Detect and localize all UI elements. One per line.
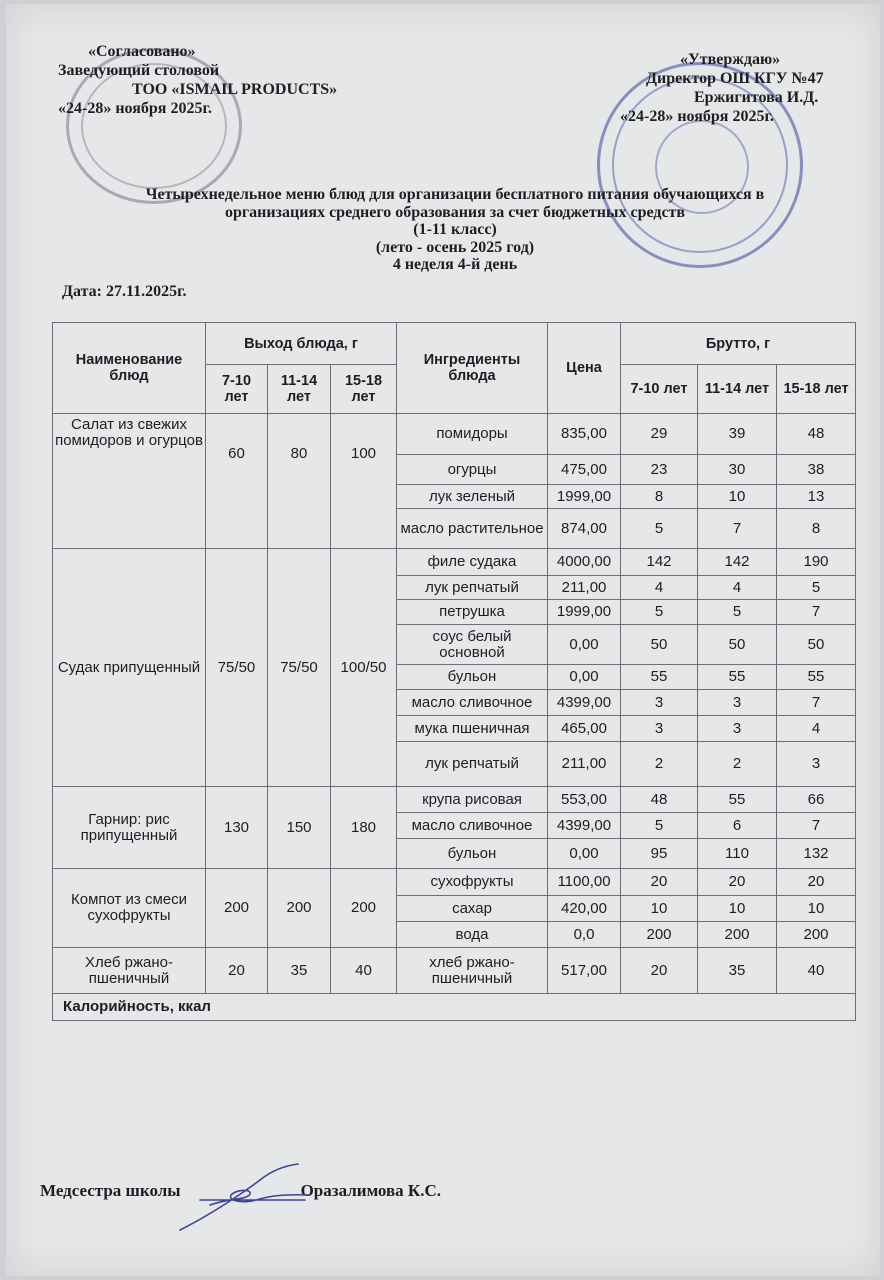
ingredient: масло сливочное	[397, 813, 548, 839]
ingredient: вода	[397, 922, 548, 948]
header-gross-age-1: 7-10 лет	[621, 365, 698, 414]
table-row	[53, 869, 856, 896]
calories-label: Калорийность, ккал	[53, 994, 856, 1021]
gross-1: 8	[621, 485, 698, 509]
header-yield-age-1: 7-10 лет	[206, 365, 268, 414]
menu-date: Дата: 27.11.2025г.	[62, 283, 187, 300]
title-line4: (лето - осень 2025 год)	[375, 238, 535, 256]
handwritten-signature	[170, 1160, 320, 1235]
dish-yield-2: 80	[268, 414, 331, 549]
gross-2: 142	[698, 549, 777, 576]
dish-name: Гарнир: рис припущенный	[53, 787, 206, 869]
menu-table	[52, 322, 856, 1021]
gross-2: 4	[698, 576, 777, 600]
gross-1: 50	[621, 625, 698, 665]
gross-1: 4	[621, 576, 698, 600]
price: 211,00	[548, 576, 621, 600]
signer-role: Медсестра школы	[40, 1181, 181, 1200]
signer-name: Оразалимова К.С.	[300, 1181, 442, 1200]
gross-1: 10	[621, 896, 698, 922]
ingredient: лук зеленый	[397, 485, 548, 509]
price: 4399,00	[548, 813, 621, 839]
approval-left-line3: ТОО «ISMAIL PRODUCTS»	[132, 81, 338, 98]
gross-1: 95	[621, 839, 698, 869]
gross-2: 50	[698, 625, 777, 665]
gross-3: 190	[777, 549, 856, 576]
gross-3: 40	[777, 948, 856, 994]
ingredient: соус белый основной	[397, 625, 548, 665]
gross-2: 200	[698, 922, 777, 948]
ingredient: мука пшеничная	[397, 716, 548, 742]
gross-2: 30	[698, 455, 777, 485]
header-price: Цена	[548, 323, 621, 414]
ingredient: помидоры	[397, 414, 548, 455]
table-row	[53, 948, 856, 994]
gross-1: 20	[621, 948, 698, 994]
gross-3: 7	[777, 600, 856, 625]
price: 1999,00	[548, 600, 621, 625]
table-row	[53, 549, 856, 576]
gross-3: 10	[777, 896, 856, 922]
price: 1999,00	[548, 485, 621, 509]
ingredient: огурцы	[397, 455, 548, 485]
price: 465,00	[548, 716, 621, 742]
gross-1: 5	[621, 813, 698, 839]
gross-2: 110	[698, 839, 777, 869]
dish-yield-3: 100/50	[331, 549, 397, 787]
ingredient: масло сливочное	[397, 690, 548, 716]
dish-yield-1: 130	[206, 787, 268, 869]
dish-name: Компот из смеси сухофрукты	[53, 869, 206, 948]
gross-1: 55	[621, 665, 698, 690]
gross-1: 5	[621, 600, 698, 625]
gross-3: 50	[777, 625, 856, 665]
price: 0,00	[548, 839, 621, 869]
price: 517,00	[548, 948, 621, 994]
gross-3: 8	[777, 509, 856, 549]
table-row	[53, 787, 856, 813]
gross-2: 55	[698, 665, 777, 690]
ingredient: лук репчатый	[397, 576, 548, 600]
approval-right-line3: Ержигитова И.Д.	[694, 89, 819, 106]
gross-3: 3	[777, 742, 856, 787]
gross-1: 20	[621, 869, 698, 896]
gross-2: 10	[698, 485, 777, 509]
dish-yield-2: 150	[268, 787, 331, 869]
approval-right-line2: Директор ОШ КГУ №47	[646, 70, 824, 87]
price: 0,0	[548, 922, 621, 948]
gross-2: 35	[698, 948, 777, 994]
gross-1: 48	[621, 787, 698, 813]
header-yield: Выход блюда, г	[206, 323, 397, 365]
gross-2: 3	[698, 716, 777, 742]
header-gross-age-3: 15-18 лет	[777, 365, 856, 414]
gross-1: 23	[621, 455, 698, 485]
gross-3: 200	[777, 922, 856, 948]
gross-2: 7	[698, 509, 777, 549]
header-yield-age-3: 15-18 лет	[331, 365, 397, 414]
gross-1: 142	[621, 549, 698, 576]
dish-name: Салат из свежих помидоров и огурцов	[53, 414, 206, 549]
gross-1: 3	[621, 690, 698, 716]
gross-3: 38	[777, 455, 856, 485]
gross-3: 4	[777, 716, 856, 742]
title-line5: 4 неделя 4-й день	[392, 256, 518, 273]
title-line1: Четырехнедельное меню блюд для организации бесплатного питания обучающихся в	[145, 186, 765, 203]
gross-1: 29	[621, 414, 698, 455]
ingredient: лук репчатый	[397, 742, 548, 787]
approval-right-line1: «Утверждаю»	[680, 51, 781, 68]
price: 553,00	[548, 787, 621, 813]
header-gross-age-2: 11-14 лет	[698, 365, 777, 414]
ingredient: хлеб ржано-пшеничный	[397, 948, 548, 994]
gross-2: 55	[698, 787, 777, 813]
header-dish-name: Наименование блюд	[53, 323, 206, 414]
gross-3: 48	[777, 414, 856, 455]
gross-3: 7	[777, 813, 856, 839]
ingredient: бульон	[397, 665, 548, 690]
approval-block-left	[58, 42, 337, 118]
dish-yield-3: 40	[331, 948, 397, 994]
approval-right-line4: «24-28» ноября 2025г.	[620, 108, 774, 125]
approval-block-right	[610, 50, 824, 126]
price: 0,00	[548, 625, 621, 665]
gross-1: 5	[621, 509, 698, 549]
ingredient: филе судака	[397, 549, 548, 576]
gross-3: 132	[777, 839, 856, 869]
dish-yield-1: 75/50	[206, 549, 268, 787]
approval-left-line2: Заведующий столовой	[58, 62, 220, 79]
price: 835,00	[548, 414, 621, 455]
gross-2: 10	[698, 896, 777, 922]
gross-2: 5	[698, 600, 777, 625]
ingredient: сахар	[397, 896, 548, 922]
gross-3: 20	[777, 869, 856, 896]
dish-yield-2: 35	[268, 948, 331, 994]
price: 4399,00	[548, 690, 621, 716]
gross-3: 13	[777, 485, 856, 509]
gross-2: 6	[698, 813, 777, 839]
gross-1: 200	[621, 922, 698, 948]
gross-3: 5	[777, 576, 856, 600]
price: 211,00	[548, 742, 621, 787]
dish-yield-1: 60	[206, 414, 268, 549]
gross-2: 39	[698, 414, 777, 455]
ingredient: крупа рисовая	[397, 787, 548, 813]
dish-yield-2: 75/50	[268, 549, 331, 787]
calories-row	[53, 994, 856, 1021]
dish-yield-3: 180	[331, 787, 397, 869]
price: 874,00	[548, 509, 621, 549]
dish-yield-3: 200	[331, 869, 397, 948]
dish-yield-3: 100	[331, 414, 397, 549]
price: 1100,00	[548, 869, 621, 896]
gross-3: 66	[777, 787, 856, 813]
gross-2: 20	[698, 869, 777, 896]
ingredient: бульон	[397, 839, 548, 869]
gross-2: 3	[698, 690, 777, 716]
dish-yield-1: 200	[206, 869, 268, 948]
gross-1: 3	[621, 716, 698, 742]
price: 475,00	[548, 455, 621, 485]
table-row	[53, 414, 856, 455]
dish-name: Судак припущенный	[53, 549, 206, 787]
dish-yield-1: 20	[206, 948, 268, 994]
header-gross: Брутто, г	[621, 323, 856, 365]
header-yield-age-2: 11-14 лет	[268, 365, 331, 414]
price: 420,00	[548, 896, 621, 922]
dish-name: Хлеб ржано-пшеничный	[53, 948, 206, 994]
price: 4000,00	[548, 549, 621, 576]
ingredient: сухофрукты	[397, 869, 548, 896]
approval-left-line1: «Согласовано»	[88, 43, 196, 60]
ingredient: масло растительное	[397, 509, 548, 549]
gross-3: 55	[777, 665, 856, 690]
gross-3: 7	[777, 690, 856, 716]
approval-left-line4: «24-28» ноября 2025г.	[58, 100, 212, 117]
gross-1: 2	[621, 742, 698, 787]
document-title	[60, 186, 850, 274]
title-line3: (1-11 класс)	[413, 221, 497, 238]
gross-2: 2	[698, 742, 777, 787]
dish-yield-2: 200	[268, 869, 331, 948]
title-line2: организациях среднего образования за счет бюджетных средств	[224, 203, 686, 221]
ingredient: петрушка	[397, 600, 548, 625]
header-ingredients: Ингредиенты блюда	[397, 323, 548, 414]
price: 0,00	[548, 665, 621, 690]
